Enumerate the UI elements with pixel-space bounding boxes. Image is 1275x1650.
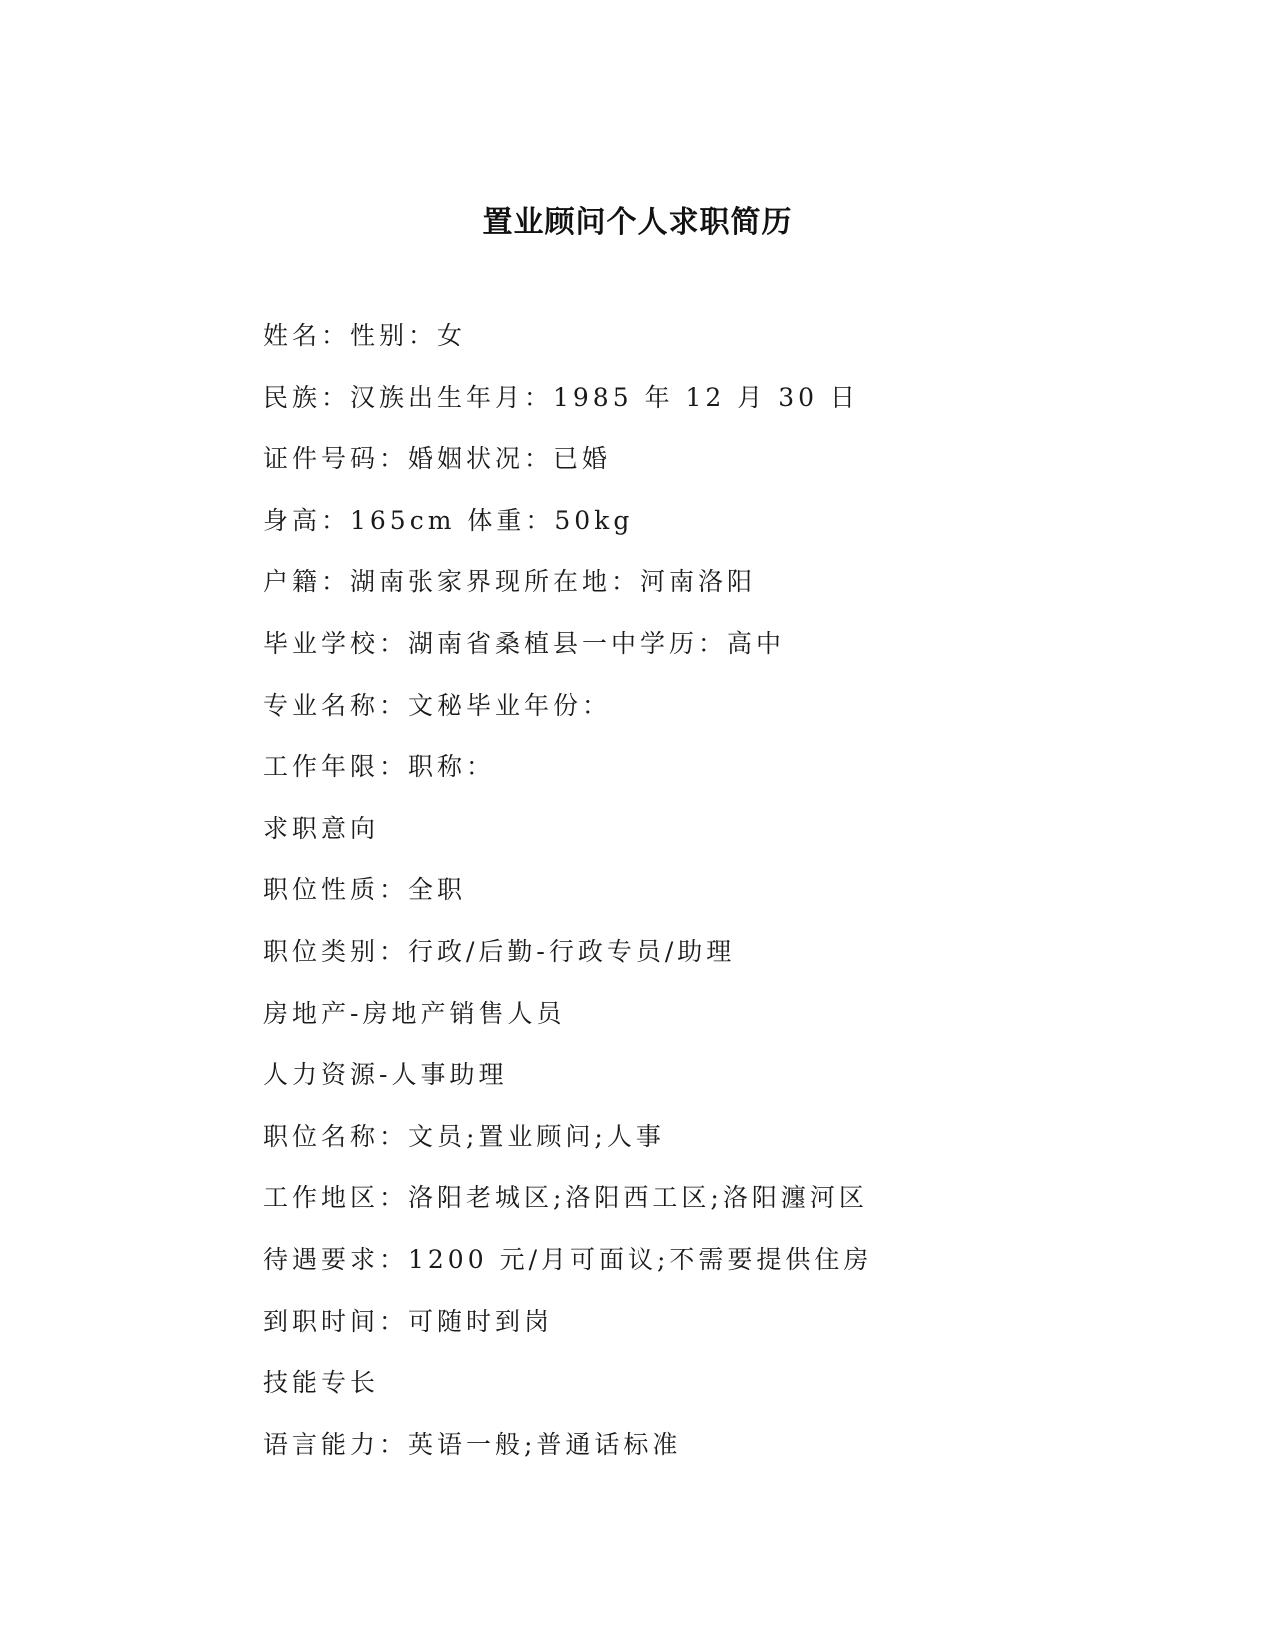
line-start-date: 到职时间：可随时到岗 <box>263 1306 554 1336</box>
line-major-grad-year: 专业名称：文秘毕业年份： <box>263 690 612 720</box>
line-job-category: 职位类别：行政/后勤-行政专员/助理 <box>263 936 736 966</box>
line-job-titles: 职位名称：文员;置业顾问;人事 <box>263 1121 665 1151</box>
line-work-years-title: 工作年限：职称： <box>263 752 496 782</box>
line-job-type: 职位性质：全职 <box>263 875 467 905</box>
line-language-skills: 语言能力：英语一般;普通话标准 <box>263 1429 682 1459</box>
line-work-areas: 工作地区：洛阳老城区;洛阳西工区;洛阳瀍河区 <box>263 1183 868 1213</box>
line-id-marital-status: 证件号码：婚姻状况：已婚 <box>263 444 612 474</box>
line-job-category-real-estate: 房地产-房地产销售人员 <box>263 998 566 1028</box>
resume-body <box>263 318 1163 1488</box>
line-job-category-hr: 人力资源-人事助理 <box>263 1060 508 1090</box>
line-school-education: 毕业学校：湖南省桑植县一中学历：高中 <box>263 628 786 658</box>
line-salary-requirement: 待遇要求：1200 元/月可面议;不需要提供住房 <box>263 1244 873 1274</box>
line-hukou-location: 户籍：湖南张家界现所在地：河南洛阳 <box>263 567 757 597</box>
document-title: 置业顾问个人求职简历 <box>482 205 793 240</box>
line-ethnicity-birthdate: 民族：汉族出生年月：1985 年 12 月 30 日 <box>263 382 859 412</box>
line-name-gender: 姓名：性别：女 <box>263 321 467 350</box>
line-height-weight: 身高：165cm 体重：50kg <box>263 505 634 535</box>
section-heading-job-intention: 求职意向 <box>263 813 380 843</box>
section-heading-skills: 技能专长 <box>263 1368 380 1398</box>
